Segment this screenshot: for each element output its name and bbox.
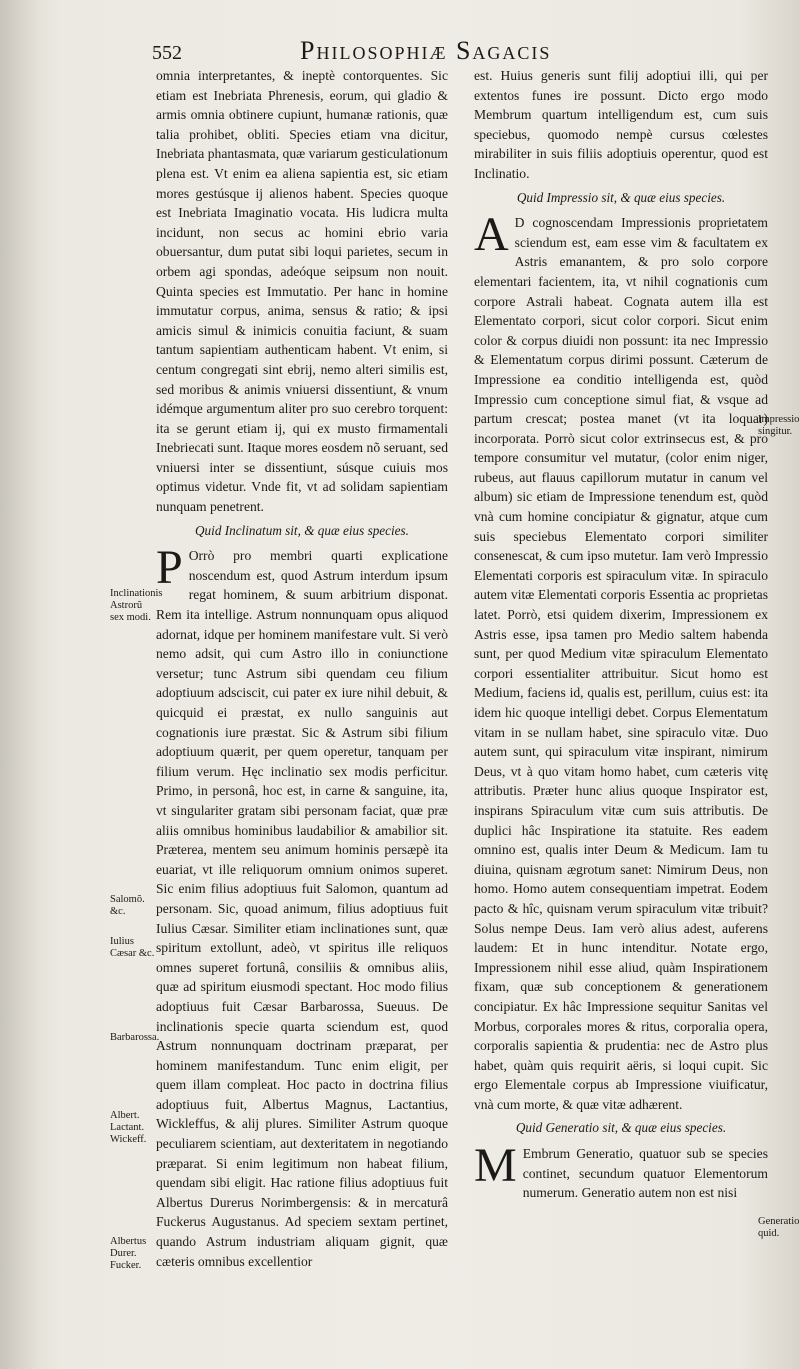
margin-note-salomo: Salomõ. &c.: [110, 894, 145, 917]
left-paragraph-1: omnia interpretantes, & ineptè contorquentes. Sic etiam est Inebriata Phrenesis, eorum, qui gladio & armis omnia obtinere cupiunt, humanæ rationis, quæ talia prohibet, obliti. Species etiam vna dicitur, Inebriata phantasmata, quæ variarum gesticulationum plena est. Vt enim ea aliena sapientia est, sic etiam mores gestúsque ij alienos habent. Species quoque est Inebriata Imaginatio vocata. His ludicra multa incidunt, non secus ac homini ebrio varia obuersantur, dum putat sibi loqui parietes, secum in orbem agi spondas, adeóque seipsum non nouit. Quinta species est Immutatio. Per hanc in homine immutatur corpus, anima, sensus & ratio; & ipsi amicis simul & inimicis conuitia faciunt, & suam tantum sapientiam authenticam habent. Vt enim, si centum congregati sint ebrij, nemo alteri similis est, sed moribus & animis vniuersi dissentiunt, & vnum idémque argumentum aliter pro suo cerebro torquent: ita se gerunt etiam ij, qui ex musto firmamentali Inebriecati sunt. Itaque mores eosdem nõ seruant, sed vniuersi inter se dissentiunt, súsque cuiuis mos optimus videtur. Vnde fit, vt ad solidam sapientiam nunquam penetrent.: [156, 68, 448, 515]
drop-cap-m: M: [474, 1139, 517, 1193]
drop-cap-a: A: [474, 208, 509, 262]
margin-note-iulius: Iulius Cæsar &c.: [110, 936, 155, 959]
margin-note-impressio: Impressio singitur.: [758, 414, 800, 437]
margin-note-generatio: Generatio quid.: [758, 1216, 800, 1239]
section-heading-impressio: Quid Impressio sit, & quæ eius species.: [516, 189, 726, 205]
right-paragraph-1: est. Huius generis sunt filij adoptiui illi, qui per extentos funes ire possunt. Dicto ergo modo Membrum quartum intelligendum est, cum suis speciebus, quomodo nempè cursus cœlestes mirabiliter in suis filiis adoptiuis operentur, quod est Inclinatio.: [474, 68, 768, 181]
right-paragraph-3-text: Embrum Generatio, quatuor sub se species continet, secundum quatuor Elementorum numerum. Generatio autem non est nisi: [522, 1146, 768, 1201]
section-heading-generatio: Quid Generatio sit, & quæ eius species.: [515, 1120, 727, 1136]
left-column: [156, 66, 448, 1296]
margin-note-albertus-durer: Albertus Durer. Fucker.: [110, 1236, 147, 1271]
right-paragraph-2-text: D cognoscendam Impressionis proprietatem sciendum est, eam esse vim & facultatem ex Astris emanantem, & pro solo corpore elementari facientem, ita, vt nihil cognationis cum corpore Astrali habeat. Cognata autem illa est Elementato corpori, sicut color corpori. Sicut enim color & corpus diuidi non possunt: ita nec Impressio & Elementatum corpus dirimi possunt. Cæterum de Impressione ea conditio intelligenda est, quòd Impressio cum conceptione simul fiat, & vsque ad partum crescat; postea manet (vt ita loquar) incorporata. Porrò sicut color extrinsecus est, & pro tempore consumitur vel mutatur, (color enim niger, rubeus, aut flauus capillorum mutatur in canum vel album) sic etiam de Impressione tenendum est, quòd vnà cum homine concipiatur & gignatur, atque cum suis speciebus Elementato corpori similiter consenescat, & cum ipso mutetur. Iam verò Impressio Elementati corporis est spiraculum vitæ. In spiraculo autem vitæ Elementati corporis Essentia ac proprietas latet. Porrò, etsi quidem dixerim, Impressionem ex Astris esse, ipsa tamen pro Medio saltem habenda sunt, per quod Medium vitæ spiraculum Elementato corpori essentialiter attribuitur. Sicut homo est Medium, faciens id, qualis est, perillum, cuius est: ita idem hic quoque intelligi debet. Corpus Elementatum vitam in se nullam habet, sine spiraculo vitæ. Duo autem sunt, qui spiraculum vitæ inspirant, nimirum Deus, vt à quo vitam homo habet, cum cæteris vitę attributis. Præter hunc alius quoque Inspirator est, inspirans Spiraculum vitæ cum suis attributis. De duplici hâc Inspiratione ita statuite. Res eadem omnino est, qualis inter Deum & Medicum. Iam tu diuina, quisnam ægrotum sanet: Nimirum Deus, non homo. Homo autem consequentiam impetrat. Eodem pacto & hîc, quisnam verum spiraculum vitæ tribuit? Solus nempe Deus. Iam verò alius adest, auferens laudem: Et in hunc intenditur. Notate ergo, Impressionem nihil esse aliud, quàm Inspirationem fixam, quæ sub conceptionem & generationem concipiatur. Ex hâc Impressione sequitur Sanitas vel Morbus, corporales mores & ritus, corporalia opera, corporalis sapientia & prudentia: nec de Astro plus habet, quàm quis requirit aëris, si loqui cupit. Sic ergo Elementale corpus ab Impressione viuificatur, vnà cum morte, & quæ vitæ adhærent.: [474, 215, 768, 1112]
page-number: 552: [152, 42, 182, 64]
gutter-shadow: [0, 0, 40, 1369]
margin-note-barbarossa: Barbarossa.: [110, 1032, 160, 1043]
right-paragraph-3: [474, 1139, 768, 1203]
left-paragraph-2-text: Orrò pro membri quarti explicatione noscendum est, quod Astrum interdum ipsum regat hominem, & suum arbitrium disponat. Rem ita intellige. Astrum nonnunquam opus aliquod adornat, idque per hominem manifestare vult. Si verò nemo adsit, qui cum Astro illo in coniunctione versetur; tunc Astrum sibi quendam ceu filium adoptiuum adsciscit, cui pater ex iure nihil debuit, & quicquid ei præstat, ex nullo sanguinis aut cognationis iure præstat. Sic & Astrum sibi filium adoptiuum quærit, per quem operetur, tanquam per filium verum. Hęc inclinatio sex modis perficitur. Primo, in personâ, hoc est, in carne & sanguine, ita, vt singulariter gratam sibi personam faciat, quæ præ aliis omnibus hominibus laudabilior & amabilior sit. Præterea, mentem seu animum hominis persæpè ita euariat, vt ille reliquorum omnium onimos superet. Sic enim filius adoptiuus fuit Salomon, quantum ad personam. Sic, quoad animum, filius adoptiuus fuit Iulius Cæsar. Similiter etiam inclinationes sunt, quæ spiritum extollunt, adeò, vt spiritus ille reliquos omnes superet fortunâ, consiliis & omnibus aliis, quæ ad spiritum eiusmodi spectant. Hoc modo filius adoptiuus fuit Cæsar Barbarossa, Sueuus. De inclinationis specie quarta sciendum est, quod Astrum nonnunquam doctrinam præparat, per hominem manifestandum. Tunc enim eligit, per quem illam compleat. Hoc pacto in doctrina filius adoptiuus fuit, Albertus Magnus, Lactantius, Wickleffus, & alij plures. Similiter Astrum quoque peculiarem scientiam, aut dexteritatem in negotiando præparat. Si enim legitimum non habeat filium, quendam sibi eligit. Hac ratione filius adoptiuus fuit Albertus Durerus Norimbergensis: & in mercaturâ Fuckerus Augustanus. Ad speciem sextam pertinet, quando Astrum industriam aliquam gignit, quæ cæteris omnibus excellentior: [156, 548, 448, 1269]
margin-note-inclinationis: Inclinationis Astrorũ sex modi.: [110, 588, 163, 623]
right-paragraph-2: [474, 208, 768, 1114]
right-column: [474, 66, 768, 1346]
left-paragraph-2: [156, 541, 448, 1271]
section-heading-inclinatum: Quid Inclinatum sit, & quæ eius species.: [195, 522, 409, 538]
drop-cap-p: P: [156, 541, 183, 595]
running-head: Philosophiæ Sagacis: [300, 36, 552, 65]
margin-note-albert: Albert. Lactant. Wickeff.: [110, 1110, 147, 1145]
